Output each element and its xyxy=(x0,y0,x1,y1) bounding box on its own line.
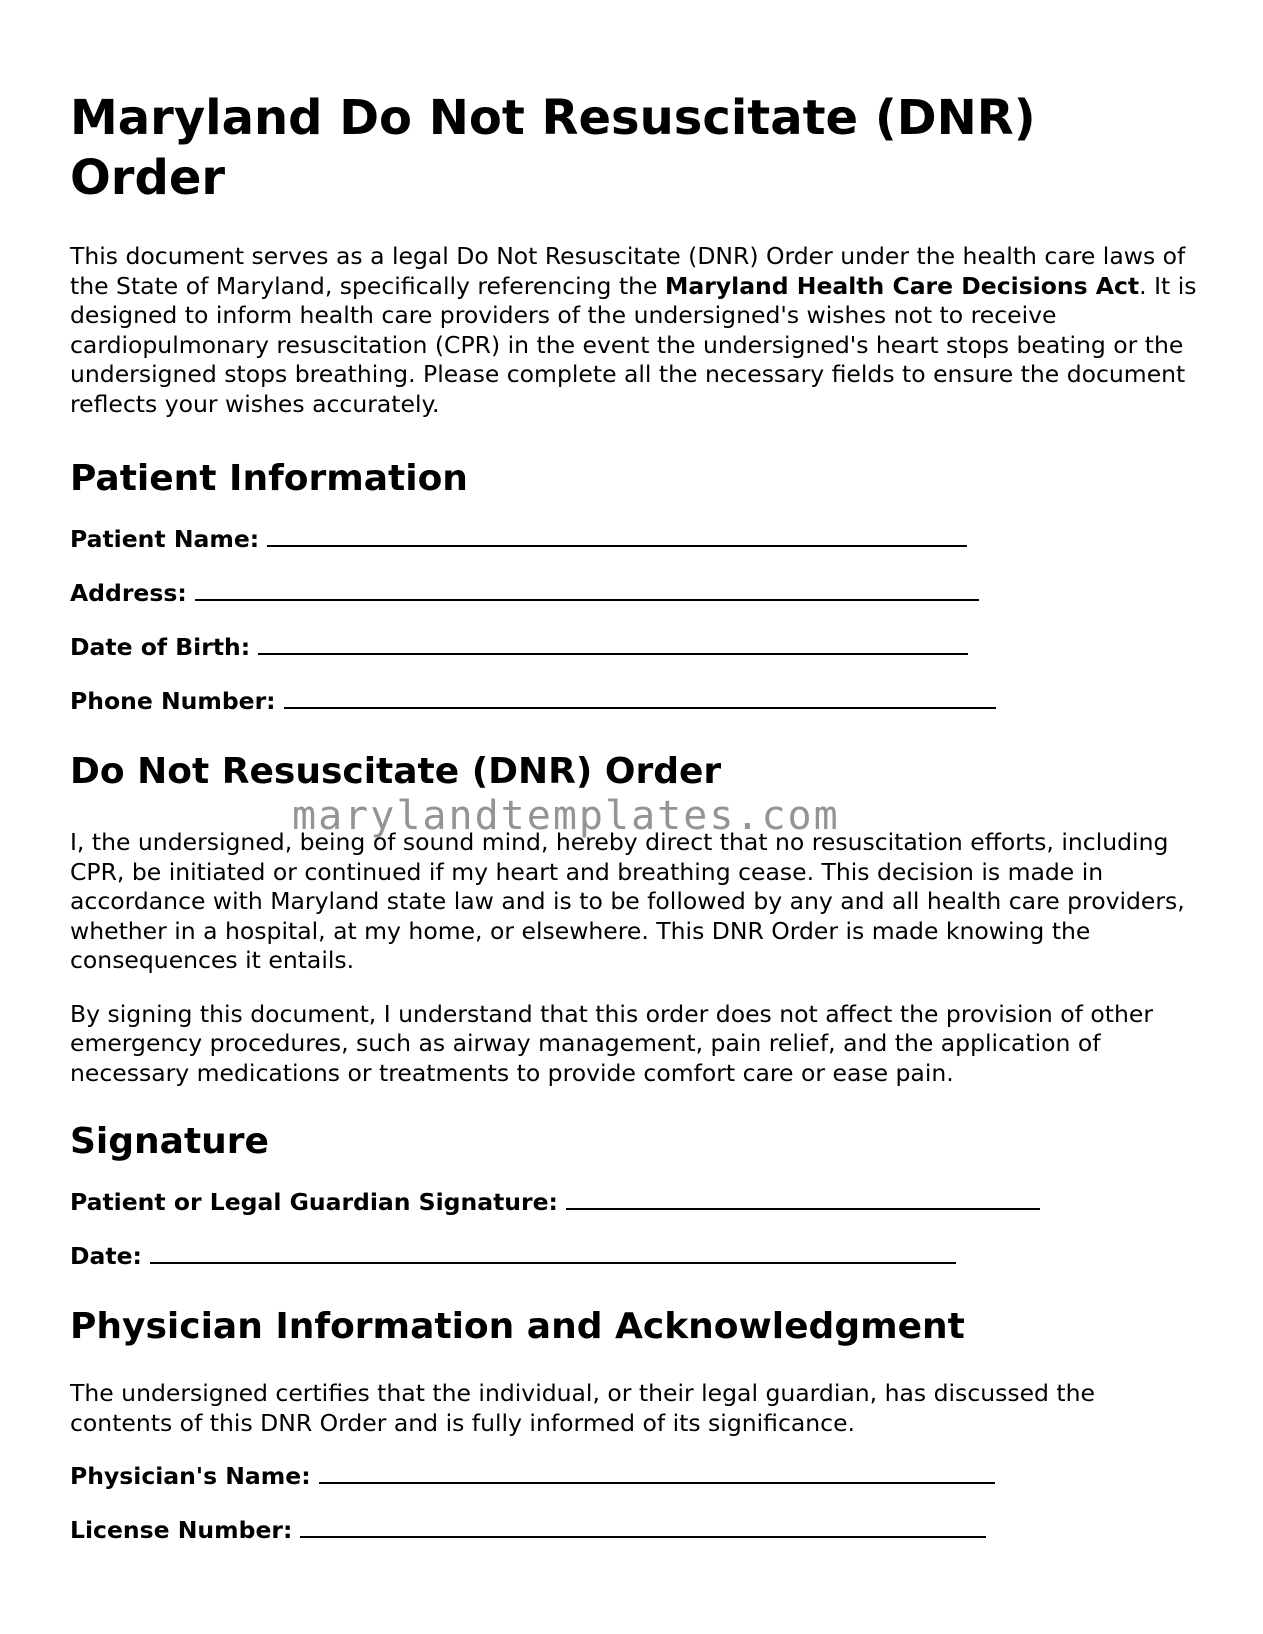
patient-name-label: Patient Name: xyxy=(70,525,260,553)
dnr-paragraph-1: I, the undersigned, being of sound mind, hereby direct that no resuscitation efforts, including CPR, be initiated or continued if my heart and breathing cease. This decision is made in accordance with Maryland state law and is to be followed by any and all health care providers, whether in a hospital, at my home, or elsewhere. This DNR Order is made knowing the consequences it entails. xyxy=(70,828,1185,974)
intro-paragraph xyxy=(70,242,1200,419)
signature-field xyxy=(70,1188,1200,1217)
dob-line[interactable] xyxy=(258,635,968,655)
address-label: Address: xyxy=(70,579,187,607)
watermark: marylandtemplates.com xyxy=(292,793,840,839)
address-field xyxy=(70,579,1200,608)
intro-act-name: Maryland Health Care Decisions Act xyxy=(664,271,1140,300)
signature-date-line[interactable] xyxy=(150,1244,956,1264)
page-title: Maryland Do Not Resuscitate (DNR) Order xyxy=(70,90,1036,206)
dnr-heading: Do Not Resuscitate (DNR) Order xyxy=(70,751,722,792)
physician-name-label: Physician's Name: xyxy=(70,1462,311,1490)
patient-name-field xyxy=(70,525,1200,554)
physician-name-field xyxy=(70,1462,1200,1491)
physician-name-line[interactable] xyxy=(319,1464,995,1484)
license-number-line[interactable] xyxy=(300,1518,986,1538)
dnr-paragraph-2: By signing this document, I understand that this order does not affect the provision of other emergency procedures, such as airway management, pain relief, and the application of necessary medications or treatments to provide comfort care or ease pain. xyxy=(70,999,1154,1087)
address-line[interactable] xyxy=(195,581,979,601)
license-number-field xyxy=(70,1516,1200,1545)
phone-label: Phone Number: xyxy=(70,687,276,715)
intro-text-1: This document serves as a legal Do Not Resuscitate (DNR) Order under the health care laws of the State of Maryland, specifically referencing the xyxy=(70,242,1186,300)
patient-name-line[interactable] xyxy=(267,527,967,547)
signature-heading: Signature xyxy=(70,1121,269,1162)
signature-date-field xyxy=(70,1242,1200,1271)
phone-field xyxy=(70,687,1200,716)
signature-label: Patient or Legal Guardian Signature: xyxy=(70,1188,558,1216)
dob-field xyxy=(70,633,1200,662)
patient-info-heading: Patient Information xyxy=(70,458,468,499)
physician-paragraph: The undersigned certifies that the individual, or their legal guardian, has discussed the contents of this DNR Order and is fully informed of its significance. xyxy=(70,1379,1095,1437)
signature-line[interactable] xyxy=(566,1190,1040,1210)
license-number-label: License Number: xyxy=(70,1516,293,1544)
phone-line[interactable] xyxy=(284,689,996,709)
physician-heading: Physician Information and Acknowledgment xyxy=(70,1306,965,1347)
dob-label: Date of Birth: xyxy=(70,633,251,661)
signature-date-label: Date: xyxy=(70,1242,142,1270)
intro-text-2: . It is designed to inform health care providers of the undersigned's wishes not to receive cardiopulmonary resuscitation (CPR) in the event the undersigned's heart stops beating or the undersigned stops breathing. Please complete all the necessary fields to ensure the document reflects your wishes accurately. xyxy=(70,271,1197,418)
